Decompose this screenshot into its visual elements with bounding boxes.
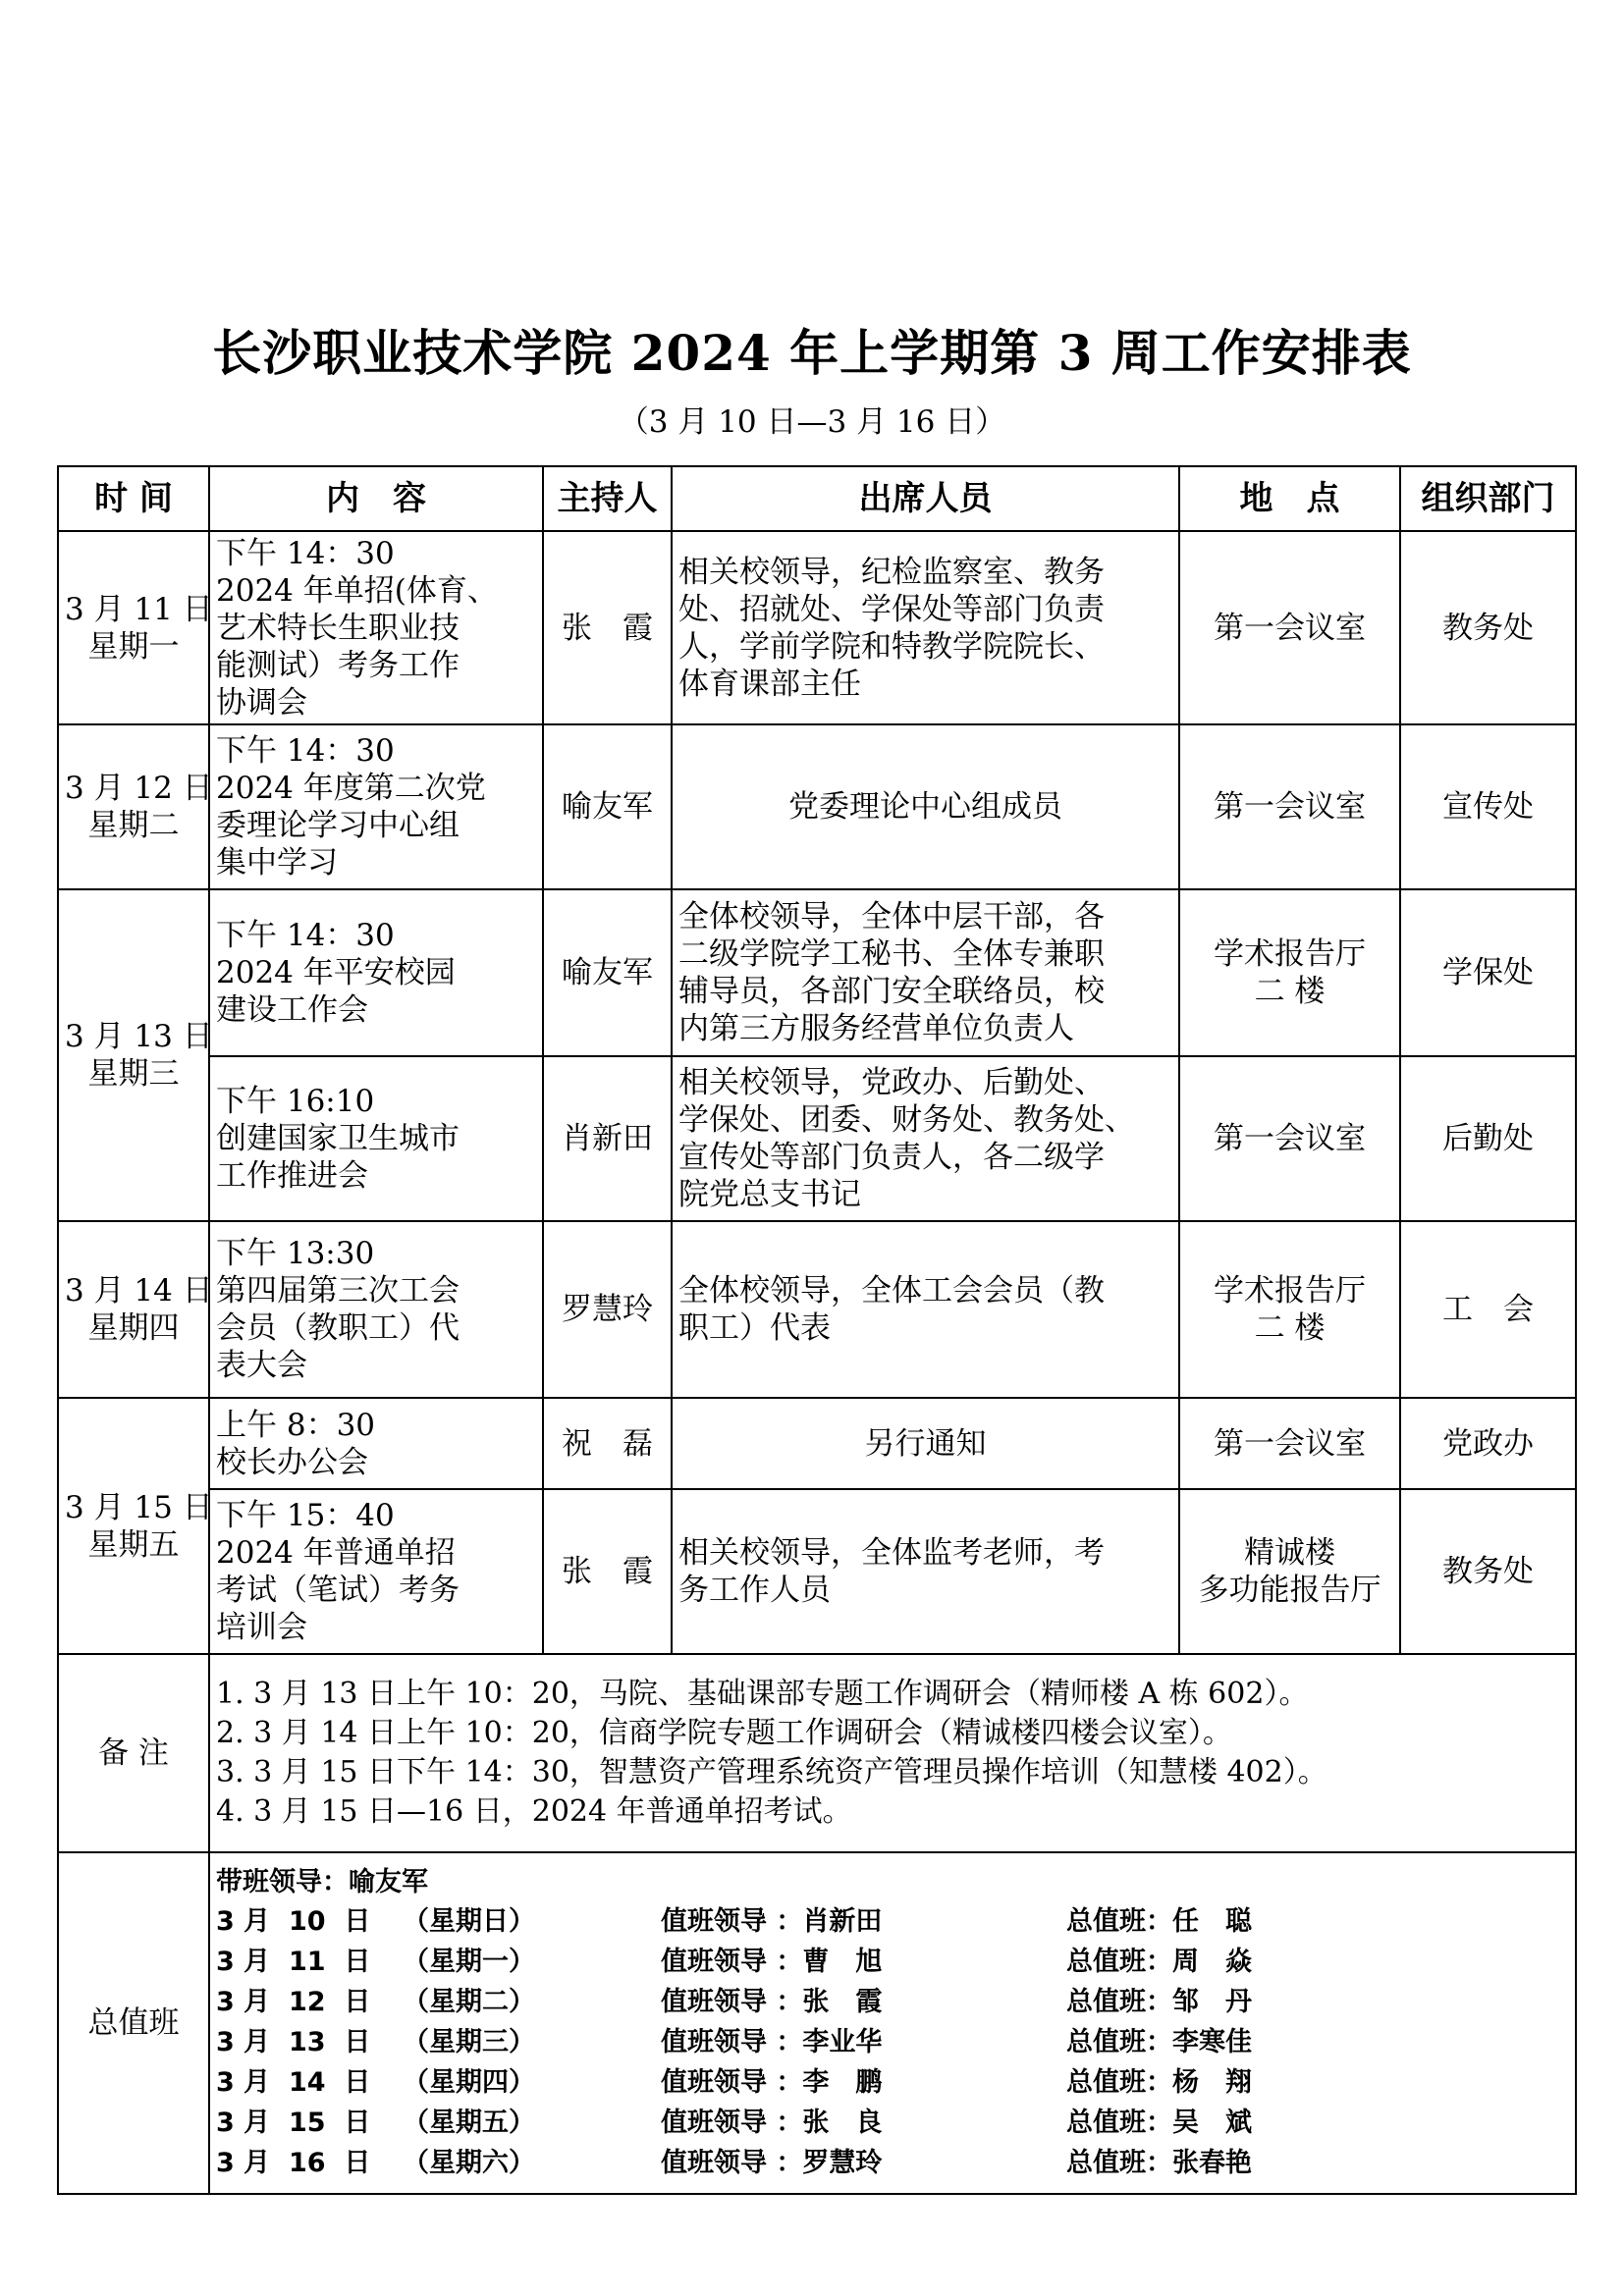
duty-total: 总值班：吴 斌 — [1066, 2108, 1252, 2138]
event-attendees — [672, 531, 1179, 724]
location-line: 学术报告厅 — [1214, 1273, 1366, 1308]
page-title: 长沙职业技术学院 2024 年上学期第 3 周工作安排表 — [212, 324, 1412, 382]
event-content — [209, 1056, 543, 1221]
event-dept: 教务处 — [1400, 531, 1576, 724]
duty-total: 总值班：周 焱 — [1066, 1947, 1252, 1977]
attendees-line: 相关校领导，纪检监察室、教务 — [678, 554, 1105, 590]
duty-weekday: （星期三） — [403, 2027, 535, 2057]
event-dept: 后勤处 — [1400, 1056, 1576, 1221]
duty-entry — [216, 2104, 1569, 2144]
duty-weekday: （星期五） — [403, 2108, 535, 2138]
attendees-line: 全体校领导，全体中层干部，各 — [678, 899, 1105, 934]
duty-date: 3 月 12 日 — [216, 1987, 371, 2017]
duty-head: 带班领导：喻友军 — [216, 1866, 428, 1897]
duty-content — [209, 1852, 1576, 2194]
content-line: 能测试）考务工作 — [216, 647, 460, 683]
content-line: 下午 14：30 — [216, 918, 395, 953]
attendees-line: 另行通知 — [864, 1425, 987, 1462]
content-line: 下午 14：30 — [216, 733, 395, 769]
content-line: 创建国家卫生城市 — [216, 1121, 460, 1156]
duty-row — [58, 1852, 1576, 2194]
content-line: 工作推进会 — [216, 1158, 368, 1194]
event-host: 张 霞 — [543, 531, 672, 724]
duty-entry — [216, 1943, 1569, 1983]
content-line: 第四届第三次工会 — [216, 1273, 460, 1308]
day-cell — [58, 1221, 213, 1398]
attendees-line: 人，学前学院和特教学院院长、 — [678, 628, 1105, 665]
duty-leader: 值班领导 ：李业华 — [661, 2027, 883, 2057]
attendees-line: 内第三方服务经营单位负责人 — [678, 1011, 1074, 1046]
header-host: 主持人 — [543, 466, 672, 531]
content-line: 2024 年平安校园 — [216, 955, 456, 990]
day-weekday: 星期三 — [87, 1056, 180, 1092]
content-line: 下午 13:30 — [216, 1236, 375, 1271]
day-date: 3 月 14 日 — [65, 1273, 213, 1308]
day-weekday: 星期二 — [87, 808, 180, 843]
duty-entry — [216, 2063, 1569, 2104]
content-line: 校长办公会 — [216, 1444, 368, 1480]
event-location — [1179, 1489, 1400, 1654]
duty-total: 总值班：李寒佳 — [1066, 2027, 1252, 2057]
duty-date: 3 月 13 日 — [216, 2027, 371, 2057]
event-host: 肖新田 — [543, 1056, 672, 1221]
event-content — [209, 1221, 543, 1398]
event-host: 罗慧玲 — [543, 1221, 672, 1398]
duty-leader: 值班领导 ：张 良 — [661, 2108, 883, 2138]
table-row — [58, 1056, 1576, 1221]
note-item: 2. 3 月 14 日上午 10：20，信商学院专题工作调研会（精诚楼四楼会议室）。 — [216, 1716, 1232, 1750]
content-line: 委理论学习中心组 — [216, 808, 460, 843]
event-location — [1179, 889, 1400, 1056]
attendees-line: 职工）代表 — [678, 1310, 831, 1346]
notes-row — [58, 1654, 1576, 1852]
event-content — [209, 889, 543, 1056]
duty-leader: 值班领导 ：张 霞 — [661, 1987, 883, 2017]
duty-total: 总值班：张春艳 — [1066, 2148, 1252, 2178]
day-weekday: 星期四 — [87, 1310, 180, 1346]
duty-weekday: （星期一） — [403, 1947, 535, 1977]
day-cell — [58, 1398, 213, 1654]
header-row — [58, 466, 1576, 531]
day-date: 3 月 15 日 — [65, 1489, 213, 1525]
event-content — [209, 724, 543, 889]
event-dept: 工 会 — [1400, 1221, 1576, 1398]
event-attendees — [672, 724, 1179, 889]
header-dept: 组织部门 — [1400, 466, 1576, 531]
location-line: 第一会议室 — [1214, 789, 1366, 825]
day-weekday: 星期五 — [87, 1526, 180, 1563]
day-cell — [58, 531, 213, 724]
event-host: 喻友军 — [543, 889, 672, 1056]
table-row — [58, 1489, 1576, 1654]
event-host: 喻友军 — [543, 724, 672, 889]
event-attendees — [672, 889, 1179, 1056]
event-dept: 教务处 — [1400, 1489, 1576, 1654]
duty-entry — [216, 1902, 1569, 1943]
duty-entry — [216, 2023, 1569, 2063]
duty-date: 3 月 11 日 — [216, 1947, 371, 1977]
day-date: 3 月 13 日 — [65, 1019, 213, 1054]
duty-weekday: （星期二） — [403, 1987, 535, 2017]
header-location: 地 点 — [1179, 466, 1400, 531]
duty-label: 总值班 — [58, 1852, 209, 2194]
day-date: 3 月 12 日 — [65, 771, 213, 806]
duty-total: 总值班：邹 丹 — [1066, 1987, 1252, 2017]
content-line: 考试（笔试）考务 — [216, 1573, 460, 1608]
attendees-line: 辅导员，各部门安全联络员，校 — [678, 974, 1105, 1009]
event-location — [1179, 724, 1400, 889]
location-line: 精诚楼 — [1244, 1535, 1335, 1571]
location-line: 二 楼 — [1254, 974, 1326, 1009]
header-attendees: 出席人员 — [672, 466, 1179, 531]
event-location — [1179, 1056, 1400, 1221]
content-line: 协调会 — [216, 684, 307, 721]
duty-leader: 值班领导 ：肖新田 — [661, 1906, 883, 1937]
event-location — [1179, 1398, 1400, 1489]
event-dept: 学保处 — [1400, 889, 1576, 1056]
date-range: （3 月 10 日—3 月 16 日） — [618, 404, 1006, 440]
location-line: 第一会议室 — [1214, 610, 1366, 646]
table-row — [58, 531, 1576, 724]
location-line: 第一会议室 — [1214, 1121, 1366, 1156]
day-cell — [58, 724, 213, 889]
schedule-table — [57, 465, 1577, 2195]
event-attendees — [672, 1398, 1179, 1489]
duty-entry — [216, 2144, 1569, 2184]
duty-total: 总值班：杨 翔 — [1066, 2067, 1252, 2098]
table-row — [58, 724, 1576, 889]
content-line: 表大会 — [216, 1348, 307, 1383]
content-line: 上午 8：30 — [216, 1407, 376, 1443]
duty-date: 3 月 15 日 — [216, 2108, 371, 2138]
location-line: 多功能报告厅 — [1198, 1573, 1381, 1608]
duty-date: 3 月 16 日 — [216, 2148, 371, 2178]
header-content: 内 容 — [209, 466, 543, 531]
event-content — [209, 1489, 543, 1654]
content-line: 建设工作会 — [216, 992, 368, 1028]
location-line: 二 楼 — [1254, 1310, 1326, 1346]
day-date: 3 月 11 日 — [65, 591, 213, 627]
table-row — [58, 1221, 1576, 1398]
duty-total: 总值班：任 聪 — [1066, 1906, 1252, 1937]
content-line: 下午 14：30 — [216, 535, 395, 571]
content-line: 会员（教职工）代 — [216, 1310, 460, 1346]
attendees-line: 二级学院学工秘书、全体专兼职 — [678, 936, 1105, 972]
event-host: 张 霞 — [543, 1489, 672, 1654]
content-line: 艺术特长生职业技 — [216, 610, 460, 646]
event-host: 祝 磊 — [543, 1398, 672, 1489]
attendees-line: 院党总支书记 — [678, 1177, 861, 1212]
attendees-line: 体育课部主任 — [678, 666, 861, 702]
duty-weekday: （星期六） — [403, 2148, 535, 2178]
attendees-line: 处、招就处、学保处等部门负责 — [678, 591, 1105, 627]
event-content — [209, 1398, 543, 1489]
content-line: 下午 15：40 — [216, 1498, 395, 1533]
event-attendees — [672, 1056, 1179, 1221]
notes-content — [209, 1654, 1576, 1852]
event-attendees — [672, 1221, 1179, 1398]
duty-weekday: （星期日） — [403, 1906, 535, 1937]
event-content — [209, 531, 543, 724]
attendees-line: 全体校领导，全体工会会员（教 — [678, 1273, 1105, 1308]
location-line: 第一会议室 — [1214, 1425, 1366, 1462]
duty-leader: 值班领导 ：曹 旭 — [661, 1947, 883, 1977]
event-location — [1179, 531, 1400, 724]
attendees-line: 宣传处等部门负责人，各二级学 — [678, 1140, 1105, 1175]
duty-entry — [216, 1983, 1569, 2023]
attendees-line: 学保处、团委、财务处、教务处、 — [678, 1102, 1135, 1138]
table-row — [58, 1398, 1576, 1489]
note-item: 4. 3 月 15 日—16 日，2024 年普通单招考试。 — [216, 1794, 852, 1829]
event-attendees — [672, 1489, 1179, 1654]
event-location — [1179, 1221, 1400, 1398]
day-weekday: 星期一 — [87, 628, 180, 665]
attendees-line: 党委理论中心组成员 — [788, 789, 1062, 825]
note-item: 1. 3 月 13 日上午 10：20，马院、基础课部专题工作调研会（精师楼 A 栋 602）。 — [216, 1677, 1309, 1711]
duty-leader: 值班领导 ：李 鹏 — [661, 2067, 883, 2098]
content-line: 2024 年度第二次党 — [216, 771, 486, 806]
duty-date: 3 月 14 日 — [216, 2067, 371, 2098]
note-item: 3. 3 月 15 日下午 14：30，智慧资产管理系统资产管理员操作培训（知慧楼 402）。 — [216, 1755, 1327, 1789]
table-row — [58, 889, 1576, 1056]
day-cell — [58, 889, 213, 1221]
attendees-line: 相关校领导，全体监考老师，考 — [678, 1535, 1105, 1571]
duty-weekday: （星期四） — [403, 2067, 535, 2098]
attendees-line: 相关校领导，党政办、后勤处、 — [678, 1065, 1105, 1100]
duty-date: 3 月 10 日 — [216, 1906, 371, 1937]
notes-label: 备 注 — [58, 1654, 209, 1852]
content-line: 2024 年普通单招 — [216, 1535, 456, 1571]
duty-leader: 值班领导 ：罗慧玲 — [661, 2148, 883, 2178]
event-dept: 宣传处 — [1400, 724, 1576, 889]
event-dept: 党政办 — [1400, 1398, 1576, 1489]
location-line: 学术报告厅 — [1214, 936, 1366, 972]
content-line: 下午 16:10 — [216, 1084, 375, 1119]
content-line: 集中学习 — [216, 845, 338, 881]
header-time: 时 间 — [58, 466, 209, 531]
content-line: 2024 年单招(体育、 — [216, 572, 498, 609]
attendees-line: 务工作人员 — [678, 1573, 831, 1608]
content-line: 培训会 — [216, 1610, 307, 1645]
